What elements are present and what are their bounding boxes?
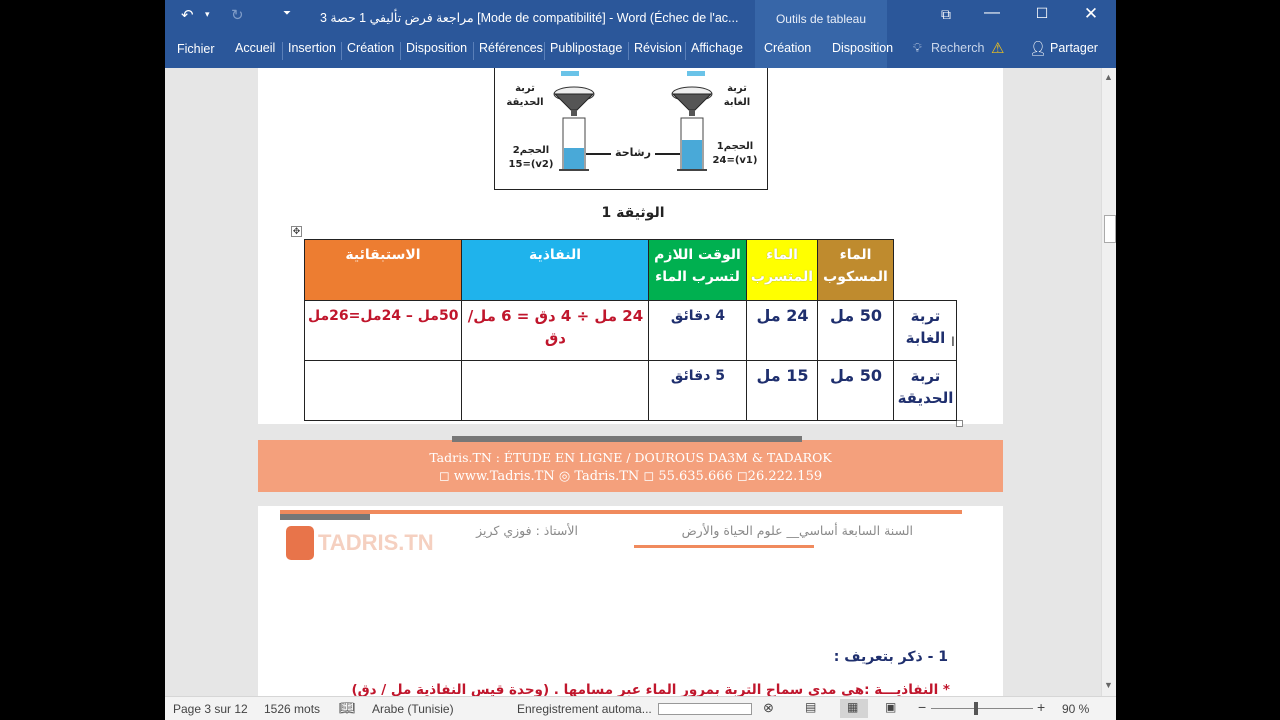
- page-4[interactable]: [258, 506, 1003, 696]
- cell-time[interactable]: 5 دقائق: [649, 361, 747, 421]
- warning-icon[interactable]: ⚠: [991, 40, 1005, 57]
- share-button[interactable]: [1023, 36, 1116, 68]
- scroll-up-icon[interactable]: ▲: [1104, 72, 1113, 82]
- document-area[interactable]: [165, 68, 1101, 696]
- header-accent-gray: [280, 514, 370, 520]
- tab-insertion[interactable]: Insertion: [288, 41, 336, 55]
- page-count[interactable]: Page 3 sur 12: [173, 702, 248, 716]
- tab-separator: [544, 42, 545, 60]
- header-retention[interactable]: الاستبقائية: [305, 240, 462, 301]
- minimize-icon[interactable]: —: [984, 4, 1000, 21]
- ribbon-display-icon[interactable]: ⧉: [941, 6, 951, 22]
- question-1: 1 - ذكر بتعريف :: [833, 649, 948, 665]
- tab-separator: [341, 42, 342, 60]
- save-progress-bar: [658, 703, 752, 715]
- cell-soil[interactable]: تربة الحديقة: [894, 361, 957, 421]
- table-move-handle[interactable]: ✥: [292, 226, 301, 236]
- table-tools-label: Outils de tableau: [755, 0, 887, 36]
- title-bar: [165, 0, 1116, 36]
- footer-line-1: Tadris.TN : ÉTUDE EN LIGNE / DOUROUS DA3M & TADAROK: [429, 450, 832, 465]
- redo-icon[interactable]: ↻: [231, 7, 244, 24]
- cell-retention[interactable]: [305, 361, 462, 421]
- tadris-logo-icon: [286, 526, 314, 560]
- label-forest-soil: تربة الغابة: [723, 83, 751, 108]
- zoom-level[interactable]: 90 %: [1062, 702, 1090, 716]
- word-count[interactable]: 1526 mots: [264, 702, 321, 716]
- permeability-definition: * النفاذيـــة :هي مدى سماح التربة بمرور الماء عبر مسامها . (وحدة قيس النفاذية مل / دق): [351, 682, 950, 696]
- tab-accueil[interactable]: Accueil: [235, 41, 276, 55]
- status-bar: [165, 696, 1116, 720]
- vertical-scrollbar[interactable]: [1101, 68, 1116, 696]
- header-permeability[interactable]: النفاذية: [462, 240, 649, 301]
- tab-creation[interactable]: Création: [347, 41, 395, 55]
- cancel-save-icon[interactable]: ⊗: [763, 700, 774, 715]
- results-table-header: [304, 239, 894, 301]
- table-row: [305, 361, 957, 421]
- scroll-down-icon[interactable]: ▼: [1104, 680, 1113, 690]
- proofing-icon[interactable]: 📖︎: [339, 700, 356, 715]
- label-garden-soil: تربة الحديقة: [506, 83, 544, 108]
- zoom-slider-thumb[interactable]: [974, 702, 978, 715]
- footer-line-2: ◻ www.Tadris.TN ◎ Tadris.TN ◻ 55.635.666 ◻26.222.159: [438, 469, 823, 484]
- zoom-in-icon[interactable]: +: [1037, 699, 1046, 715]
- header-accent-orange: [280, 510, 962, 514]
- tab-table-disposition[interactable]: Disposition: [832, 41, 894, 55]
- figure-caption: الوثيقة 1: [601, 205, 665, 221]
- cell-retention[interactable]: 50مل – 24مل=26مل: [305, 301, 462, 361]
- label-volume-2: الحجم2 (v2)=15: [508, 145, 554, 170]
- results-table: [304, 300, 957, 421]
- tab-references[interactable]: Références: [479, 41, 543, 55]
- zoom-out-icon[interactable]: −: [918, 699, 927, 715]
- cell-soil[interactable]: تربة الغابة: [894, 301, 957, 361]
- tab-disposition[interactable]: Disposition: [406, 41, 468, 55]
- tell-me-search[interactable]: Recherch: [931, 41, 985, 55]
- maximize-icon[interactable]: ☐: [1035, 5, 1049, 21]
- tab-separator: [400, 42, 401, 60]
- page-3[interactable]: [258, 68, 1003, 424]
- table-resize-handle[interactable]: [956, 420, 963, 427]
- cell-leaked[interactable]: 15 مل: [747, 361, 818, 421]
- web-layout-icon[interactable]: ▣: [885, 700, 897, 714]
- undo-dropdown-icon[interactable]: ▾: [205, 9, 210, 19]
- word-window: [165, 0, 1116, 720]
- header-poured-water[interactable]: الماء المسكوب: [818, 240, 894, 301]
- tab-revision[interactable]: Révision: [634, 41, 682, 55]
- zoom-slider[interactable]: [931, 708, 1033, 709]
- label-filter: رشاحة: [611, 146, 655, 159]
- tab-separator: [473, 42, 474, 60]
- tab-affichage[interactable]: Affichage: [691, 41, 743, 55]
- teacher-name: الأستاذ : فوزي كريز: [476, 523, 578, 538]
- cell-leaked[interactable]: 24 مل: [747, 301, 818, 361]
- course-title-underline: [634, 545, 814, 548]
- tab-publipostage[interactable]: Publipostage: [550, 41, 623, 55]
- page-footer-band: [258, 440, 1003, 492]
- tab-separator: [685, 42, 686, 60]
- figure-document-1: [494, 68, 768, 190]
- ribbon-tabs: [165, 36, 1116, 68]
- print-layout-icon[interactable]: ▦: [847, 700, 859, 714]
- cell-poured[interactable]: 50 مل: [818, 361, 894, 421]
- customize-icon[interactable]: ⏷: [283, 8, 291, 19]
- footer-accent-bar: [452, 436, 802, 442]
- i-beam-cursor: I: [951, 333, 955, 349]
- lightbulb-icon: 💡︎: [913, 41, 922, 55]
- language[interactable]: Arabe (Tunisie): [372, 702, 454, 716]
- cell-time[interactable]: 4 دقائق: [649, 301, 747, 361]
- tadris-logo-text: TADRIS.TN: [318, 530, 434, 555]
- undo-icon[interactable]: ↶: [181, 7, 194, 24]
- course-title: السنة السابعة أساسي__ علوم الحياة والأرض: [681, 523, 913, 538]
- cell-permeability[interactable]: 24 مل ÷ 4 دق = 6 مل/دق: [462, 301, 649, 361]
- tab-table-creation[interactable]: Création: [764, 41, 812, 55]
- focus-mode-icon[interactable]: ▤: [805, 700, 817, 714]
- tab-separator: [628, 42, 629, 60]
- header-leaked-water[interactable]: الماء المتسرب: [747, 240, 818, 301]
- cell-poured[interactable]: 50 مل: [818, 301, 894, 361]
- cell-permeability[interactable]: [462, 361, 649, 421]
- table-row: [305, 301, 957, 361]
- share-label: Partager: [1050, 41, 1098, 55]
- person-icon: 👤︎: [1029, 40, 1047, 56]
- scrollbar-thumb[interactable]: [1104, 215, 1116, 243]
- header-leak-time[interactable]: الوقت اللازم لتسرب الماء: [649, 240, 747, 301]
- autosave-status: Enregistrement automa...: [517, 702, 652, 716]
- label-volume-1: الحجم1 (v1)=24: [712, 141, 758, 166]
- close-icon[interactable]: ✕: [1083, 4, 1099, 23]
- tab-separator: [282, 42, 283, 60]
- window-title: مراجعة فرض تأليفي 1 حصة 3 [Mode de compatibilité] - Word (Échec de l'ac...: [320, 11, 739, 25]
- tab-fichier[interactable]: Fichier: [177, 42, 215, 56]
